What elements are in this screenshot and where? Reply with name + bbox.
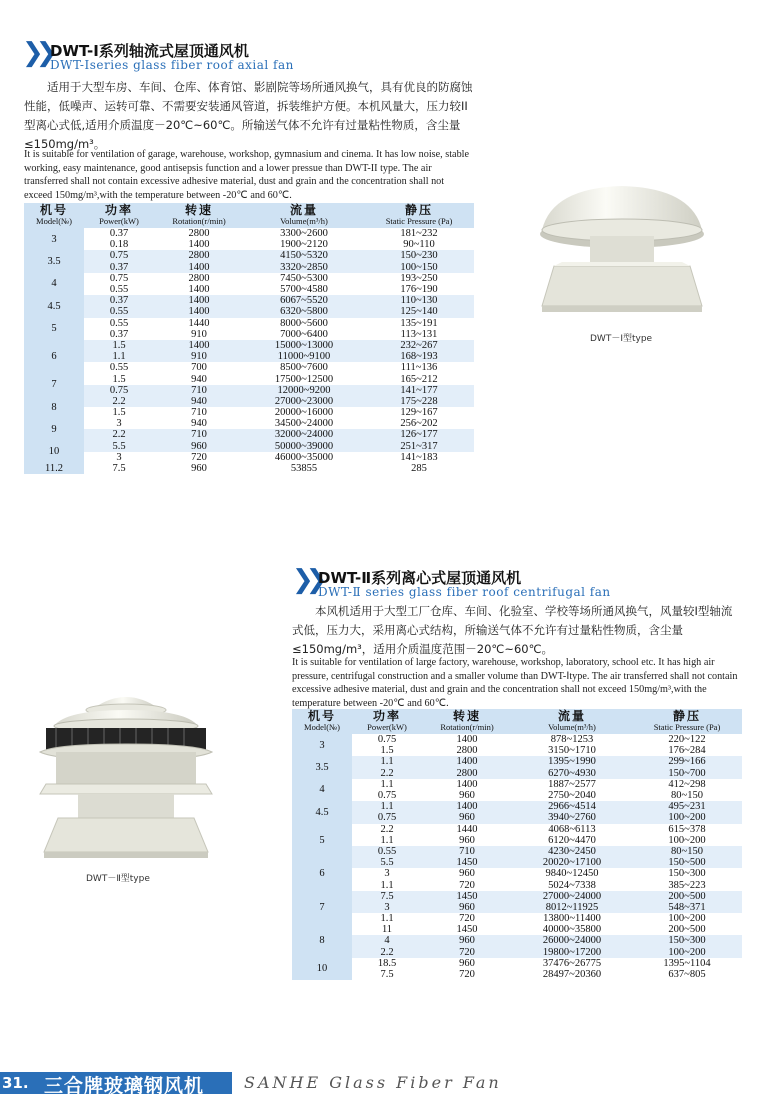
power-cell: 4 [352,935,422,946]
model-cell: 3 [292,734,352,756]
table-row [24,396,474,407]
table-row [24,373,474,384]
rotation-cell: 1400 [422,779,512,790]
pressure-cell: 176~190 [364,284,474,295]
table-row [24,329,474,340]
volume-cell: 9840~12450 [512,868,632,879]
table-row [292,779,742,790]
volume-cell: 20000~16000 [244,407,364,418]
power-cell: 2.2 [84,429,154,440]
rotation-cell: 960 [422,790,512,801]
table-row [292,835,742,846]
power-cell: 1.5 [352,745,422,756]
model-cell: 10 [292,958,352,980]
table-row [292,902,742,913]
rotation-cell: 1400 [154,295,244,306]
table-row [24,262,474,273]
rotation-cell: 710 [154,429,244,440]
rotation-cell: 720 [422,947,512,958]
table-row [292,790,742,801]
pressure-cell: 232~267 [364,340,474,351]
section1-title: DWT-Ⅰ系列轴流式屋顶通风机 [50,42,249,60]
power-cell: 0.75 [352,734,422,745]
pressure-cell: 150~700 [632,768,742,779]
rotation-cell: 1400 [422,756,512,767]
model-cell: 3.5 [292,756,352,778]
volume-cell: 3150~1710 [512,745,632,756]
table-row [24,418,474,429]
rotation-cell: 700 [154,362,244,373]
table-row [24,228,474,239]
volume-cell: 17500~12500 [244,373,364,384]
power-cell: 7.5 [84,463,154,474]
pressure-cell: 181~232 [364,228,474,239]
volume-cell: 50000~39000 [244,441,364,452]
rotation-cell: 960 [422,902,512,913]
table-row [292,768,742,779]
pressure-cell: 150~300 [632,868,742,879]
volume-cell: 3320~2850 [244,262,364,273]
rotation-cell: 2800 [154,273,244,284]
pressure-cell: 150~230 [364,250,474,261]
rotation-cell: 1400 [154,239,244,250]
volume-cell: 5024~7338 [512,879,632,890]
table-row [24,340,474,351]
pressure-cell: 125~140 [364,306,474,317]
power-cell: 1.1 [352,779,422,790]
rotation-cell: 2800 [422,768,512,779]
power-cell: 0.55 [84,284,154,295]
pressure-cell: 100~200 [632,913,742,924]
volume-cell: 4068~6113 [512,824,632,835]
pressure-cell: 495~231 [632,801,742,812]
table-row [292,879,742,890]
pressure-cell: 100~200 [632,812,742,823]
power-cell: 7.5 [352,969,422,980]
pressure-cell: 90~110 [364,239,474,250]
power-cell: 3 [84,418,154,429]
power-cell: 0.75 [84,273,154,284]
model-cell: 3.5 [24,250,84,272]
pressure-cell: 615~378 [632,824,742,835]
rotation-cell: 720 [422,969,512,980]
volume-cell: 7450~5300 [244,273,364,284]
rotation-header: 转速 Rotation(r/min) [154,203,244,228]
table-row [292,935,742,946]
pressure-cell: 200~500 [632,891,742,902]
rotation-cell: 1400 [422,801,512,812]
table-row [292,868,742,879]
power-cell: 0.37 [84,295,154,306]
power-cell: 0.75 [352,790,422,801]
power-cell: 1.5 [84,340,154,351]
volume-cell: 11000~9100 [244,351,364,362]
model-cell: 7 [24,373,84,395]
volume-cell: 3940~2760 [512,812,632,823]
power-cell: 18.5 [352,958,422,969]
volume-cell: 5700~4580 [244,284,364,295]
rotation-cell: 910 [154,329,244,340]
power-cell: 0.75 [84,250,154,261]
model-cell: 8 [292,924,352,958]
table-header-row [292,709,742,734]
pressure-cell: 80~150 [632,846,742,857]
rotation-cell: 910 [154,351,244,362]
power-cell: 2.2 [352,768,422,779]
table-row [24,429,474,440]
pressure-cell: 126~177 [364,429,474,440]
rotation-cell: 1450 [422,924,512,935]
table-header-row [24,203,474,228]
volume-cell: 28497~20360 [512,969,632,980]
section1-spec-table [24,203,474,474]
power-cell: 0.75 [84,385,154,396]
rotation-cell: 960 [422,958,512,969]
volume-cell: 1395~1990 [512,756,632,767]
model-cell: 4.5 [24,295,84,317]
rotation-cell: 960 [154,463,244,474]
section2-chevron-icon: ❯❯ [292,565,320,595]
volume-header: 流量 Volume(m³/h) [512,709,632,734]
section1-description-en: It is suitable for ventilation of garage, warehouse, workshop, gymnasium and cinema. It has low noise, stable working, easy maintenance, good antisepsis function and a lower pressue than DWT-II type. The air transferred shall not contain excessive adhesive material, dust and grain and the concentration shall not exceed 150mg/m³,with the temperature between -20℃ and 60℃. [24,149,470,201]
power-header: 功率 Power(kW) [84,203,154,228]
table-row [24,463,474,474]
rotation-cell: 1450 [422,891,512,902]
section2-description-zh: 本风机适用于大型工厂仓库、车间、化验室、学校等场所通风换气，风量较I型轴流式低，压力大，采用离心式结构，所输送气体不允许有过量粘性物质，含尘量≤150mg/m³，适用介质温度范围－20℃~60℃。 [292,604,733,656]
power-cell: 2.2 [352,947,422,958]
model-cell: 3 [24,228,84,250]
pressure-cell: 80~150 [632,790,742,801]
dwt1-caption: DWT－Ⅰ型type [590,334,653,344]
volume-cell: 27000~24000 [512,891,632,902]
volume-cell: 1900~2120 [244,239,364,250]
model-header: 机号 Model(№) [292,709,352,734]
volume-cell: 2966~4514 [512,801,632,812]
power-cell: 0.37 [84,228,154,239]
rotation-cell: 960 [422,935,512,946]
pressure-cell: 113~131 [364,329,474,340]
rotation-cell: 2800 [422,745,512,756]
pressure-cell: 220~122 [632,734,742,745]
power-cell: 5.5 [352,857,422,868]
volume-cell: 15000~13000 [244,340,364,351]
volume-cell: 19800~17200 [512,947,632,958]
power-cell: 0.55 [352,846,422,857]
volume-cell: 27000~23000 [244,396,364,407]
volume-cell: 4150~5320 [244,250,364,261]
pressure-cell: 548~371 [632,902,742,913]
volume-cell: 4230~2450 [512,846,632,857]
power-cell: 1.1 [84,351,154,362]
power-cell: 2.2 [352,824,422,835]
pressure-cell: 176~284 [632,745,742,756]
power-cell: 1.1 [352,756,422,767]
pressure-cell: 637~805 [632,969,742,980]
volume-cell: 40000~35800 [512,924,632,935]
table-row [24,239,474,250]
table-row [292,745,742,756]
model-cell: 4 [24,273,84,295]
pressure-cell: 251~317 [364,441,474,452]
pressure-cell: 141~177 [364,385,474,396]
pressure-cell: 110~130 [364,295,474,306]
pressure-cell: 193~250 [364,273,474,284]
model-header: 机号 Model(№) [24,203,84,228]
rotation-cell: 1400 [154,340,244,351]
rotation-cell: 960 [422,835,512,846]
model-cell: 5 [292,824,352,858]
pressure-cell: 385~223 [632,879,742,890]
volume-cell: 6270~4930 [512,768,632,779]
section1-chevron-icon: ❯❯ [22,38,50,68]
table-row [24,385,474,396]
volume-header: 流量 Volume(m³/h) [244,203,364,228]
dwt2-caption: DWT－Ⅱ型type [86,874,150,884]
power-header: 功率 Power(kW) [352,709,422,734]
volume-cell: 20020~17100 [512,857,632,868]
model-cell: 5 [24,318,84,340]
power-cell: 0.37 [84,262,154,273]
model-cell: 7 [292,891,352,925]
power-cell: 5.5 [84,441,154,452]
power-cell: 7.5 [352,891,422,902]
volume-cell: 53855 [244,463,364,474]
rotation-cell: 720 [154,452,244,463]
table-row [24,318,474,329]
rotation-cell: 1440 [422,824,512,835]
volume-cell: 12000~9200 [244,385,364,396]
table-row [292,824,742,835]
rotation-cell: 720 [422,913,512,924]
power-cell: 0.75 [352,812,422,823]
rotation-cell: 940 [154,373,244,384]
rotation-cell: 1450 [422,857,512,868]
volume-cell: 32000~24000 [244,429,364,440]
volume-cell: 2750~2040 [512,790,632,801]
model-cell: 4.5 [292,801,352,823]
table-row [24,407,474,418]
table-row [292,846,742,857]
volume-cell: 8012~11925 [512,902,632,913]
volume-cell: 37476~26775 [512,958,632,969]
table-row [292,857,742,868]
rotation-cell: 720 [422,879,512,890]
rotation-cell: 940 [154,396,244,407]
rotation-cell: 2800 [154,228,244,239]
rotation-cell: 710 [154,385,244,396]
pressure-cell: 100~200 [632,835,742,846]
rotation-cell: 960 [422,868,512,879]
pressure-cell: 412~298 [632,779,742,790]
power-cell: 0.55 [84,318,154,329]
power-cell: 3 [84,452,154,463]
volume-cell: 6320~5800 [244,306,364,317]
model-cell: 6 [24,340,84,374]
rotation-cell: 960 [154,441,244,452]
pressure-cell: 150~500 [632,857,742,868]
power-cell: 0.18 [84,239,154,250]
section1-subtitle: DWT-Ⅰseries glass fiber roof axial fan [50,58,294,72]
table-row [292,734,742,745]
model-cell: 11.2 [24,463,84,474]
pressure-cell: 168~193 [364,351,474,362]
model-cell: 6 [292,857,352,891]
section2-description-en: It is suitable for ventilation of large factory, warehouse, workshop, laboratory, school etc. It has high air pressure, centrifugal construction and a smaller volume than DWT-Ⅰtype. The air transferred shall not contain excessive adhesive material, dust and grain and the concentration shall not exceed 150mg/m³,with the temperature between -20℃ and 60℃. [292,657,738,709]
pressure-cell: 100~200 [632,947,742,958]
rotation-cell: 940 [154,418,244,429]
table-row [24,250,474,261]
power-cell: 3 [352,902,422,913]
power-cell: 0.55 [84,362,154,373]
volume-cell: 46000~35000 [244,452,364,463]
table-row [292,958,742,969]
pressure-cell: 100~150 [364,262,474,273]
rotation-cell: 710 [422,846,512,857]
power-cell: 3 [352,868,422,879]
volume-cell: 3300~2600 [244,228,364,239]
dwt2-fan-image [36,686,216,862]
table-row [292,812,742,823]
volume-cell: 34500~24000 [244,418,364,429]
table-row [24,441,474,452]
volume-cell: 7000~6400 [244,329,364,340]
rotation-cell: 1400 [154,306,244,317]
pressure-cell: 150~300 [632,935,742,946]
volume-cell: 1887~2577 [512,779,632,790]
table-row [292,947,742,958]
pressure-cell: 256~202 [364,418,474,429]
power-cell: 1.1 [352,835,422,846]
power-cell: 1.5 [84,407,154,418]
rotation-header: 转速 Rotation(r/min) [422,709,512,734]
table-row [24,351,474,362]
rotation-cell: 960 [422,812,512,823]
volume-cell: 878~1253 [512,734,632,745]
pressure-cell: 135~191 [364,318,474,329]
table-row [24,295,474,306]
table-row [24,306,474,317]
volume-cell: 8500~7600 [244,362,364,373]
section1-description-zh: 适用于大型车房、车间、仓库、体育馆、影剧院等场所通风换气，具有优良的防腐蚀性能，低噪声、运转可靠、不需要安装通风管道，拆装维护方便。本机风量大，压力较II型离心式低,适用介质温度－20℃~60℃。所输送气体不允许有过量粘性物质，含尘量≤150mg/m³。 [24,80,473,151]
table-row [292,801,742,812]
power-cell: 1.1 [352,879,422,890]
section2-subtitle: DWT-Ⅱ series glass fiber roof centrifugal fan [318,585,611,599]
rotation-cell: 1400 [154,284,244,295]
rotation-cell: 1440 [154,318,244,329]
pressure-header: 静压 Static Pressure (Pa) [632,709,742,734]
table-row [292,891,742,902]
model-cell: 8 [24,396,84,418]
footer-brand-en: SANHE Glass Fiber Fan [244,1073,502,1092]
power-cell: 2.2 [84,396,154,407]
rotation-cell: 1400 [422,734,512,745]
page-number: 31. [2,1074,29,1092]
model-cell: 9 [24,418,84,440]
dwt1-fan-image [532,178,712,328]
pressure-cell: 285 [364,463,474,474]
rotation-cell: 2800 [154,250,244,261]
pressure-cell: 165~212 [364,373,474,384]
volume-cell: 26000~24000 [512,935,632,946]
power-cell: 0.37 [84,329,154,340]
table-row [24,284,474,295]
model-cell: 10 [24,441,84,463]
table-row [292,924,742,935]
rotation-cell: 710 [154,407,244,418]
footer-brand-zh: 三合牌玻璃钢风机 [44,1075,205,1097]
power-cell: 0.55 [84,306,154,317]
model-cell: 4 [292,779,352,801]
pressure-cell: 141~183 [364,452,474,463]
pressure-cell: 1395~1104 [632,958,742,969]
power-cell: 1.1 [352,801,422,812]
pressure-cell: 111~136 [364,362,474,373]
pressure-header: 静压 Static Pressure (Pa) [364,203,474,228]
power-cell: 11 [352,924,422,935]
table-row [24,273,474,284]
pressure-cell: 175~228 [364,396,474,407]
volume-cell: 6120~4470 [512,835,632,846]
table-row [24,452,474,463]
power-cell: 1.1 [352,913,422,924]
table-row [292,969,742,980]
table-row [292,913,742,924]
volume-cell: 8000~5600 [244,318,364,329]
volume-cell: 13800~11400 [512,913,632,924]
power-cell: 1.5 [84,373,154,384]
volume-cell: 6067~5520 [244,295,364,306]
rotation-cell: 1400 [154,262,244,273]
table-row [24,362,474,373]
pressure-cell: 129~167 [364,407,474,418]
section2-title: DWT-Ⅱ系列离心式屋顶通风机 [318,569,522,587]
pressure-cell: 200~500 [632,924,742,935]
table-row [292,756,742,767]
section2-spec-table [292,709,742,980]
pressure-cell: 299~166 [632,756,742,767]
